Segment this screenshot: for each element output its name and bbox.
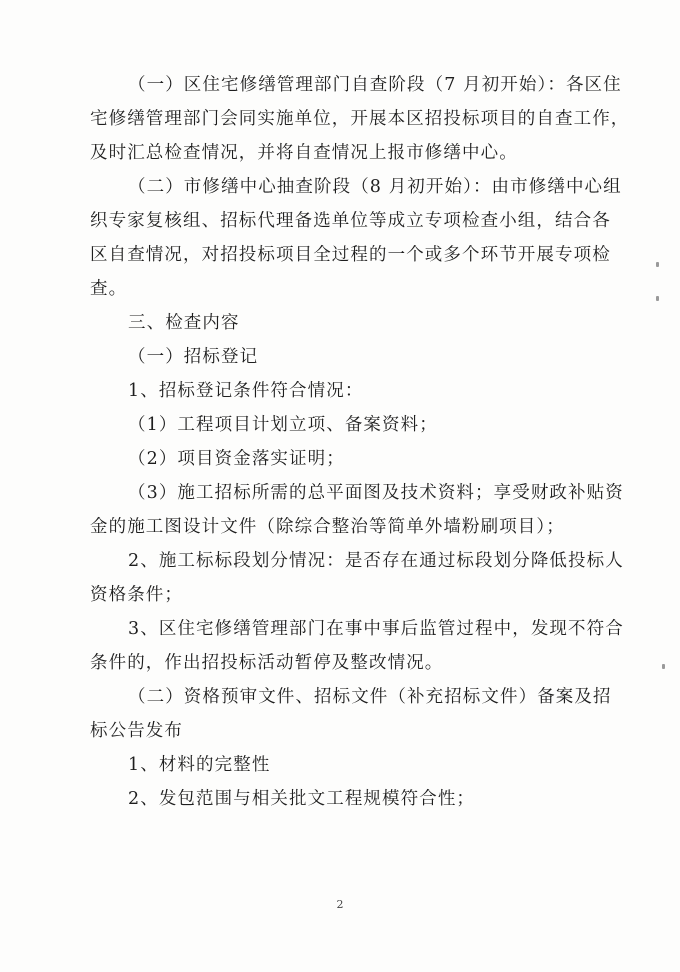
subsection-heading-1: （一）招标登记 — [128, 347, 259, 367]
item-3-line-1: 3、区住宅修缮管理部门在事中事后监管过程中，发现不符合 — [128, 619, 624, 639]
paragraph-1-line-2: 宅修缮管理部门会同实施单位，开展本区招投标项目的自查工作， — [90, 109, 630, 129]
item-2-1: 1、材料的完整性 — [128, 755, 271, 775]
item-1-sub-3-line-1: （3）施工招标所需的总平面图及技术资料；享受财政补贴资 — [128, 483, 624, 503]
item-1-sub-2: （2）项目资金落实证明； — [128, 449, 345, 469]
item-3-line-2: 条件的，作出招投标活动暂停及整改情况。 — [90, 653, 444, 673]
subsection-heading-2-line-2: 标公告发布 — [90, 721, 183, 741]
item-1: 1、招标登记条件符合情况： — [128, 381, 364, 401]
paragraph-2-line-2: 织专家复核组、招标代理备选单位等成立专项检查小组，结合各 — [90, 211, 611, 231]
paragraph-1-line-3: 及时汇总检查情况，并将自查情况上报市修缮中心。 — [90, 143, 518, 163]
scan-speck — [662, 664, 665, 669]
item-2-line-1: 2、施工标标段划分情况：是否存在通过标段划分降低投标人 — [128, 551, 624, 571]
subsection-heading-2-line-1: （二）资格预审文件、招标文件（补充招标文件）备案及招 — [128, 687, 612, 707]
item-1-sub-3-line-2: 金的施工图设计文件（除综合整治等简单外墙粉刷项目）； — [90, 517, 565, 537]
page-number: 2 — [336, 898, 344, 911]
paragraph-1-line-1: （一）区住宅修缮管理部门自查阶段（7 月初开始）：各区住 — [128, 75, 622, 95]
scan-speck — [656, 262, 659, 267]
paragraph-2-line-1: （二）市修缮中心抽查阶段（8 月初开始）：由市修缮中心组 — [128, 177, 622, 197]
item-2-2: 2、发包范围与相关批文工程规模符合性； — [128, 789, 476, 809]
item-1-sub-1: （1）工程项目计划立项、备案资料； — [128, 415, 438, 435]
item-2-line-2: 资格条件； — [90, 585, 183, 605]
body-text — [90, 68, 630, 816]
scan-speck — [656, 296, 659, 301]
paragraph-2-line-4: 查。 — [90, 279, 128, 299]
paragraph-2-line-3: 区自查情况，对招投标项目全过程的一个或多个环节开展专项检 — [90, 245, 611, 265]
section-heading: 三、检查内容 — [128, 313, 240, 333]
